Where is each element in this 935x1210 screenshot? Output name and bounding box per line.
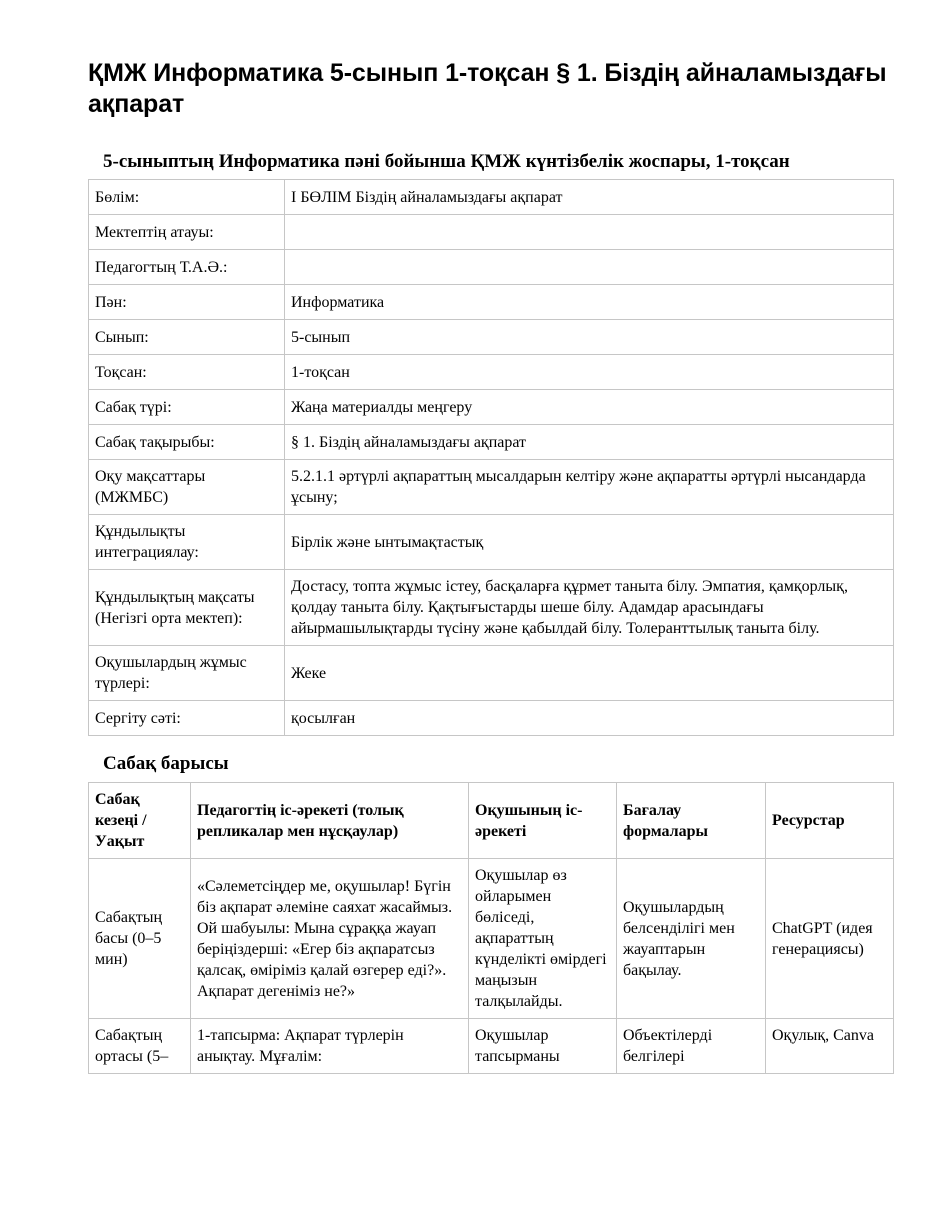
info-value: Бірлік және ынтымақтастық <box>285 515 894 570</box>
info-value: Достасу, топта жұмыс істеу, басқаларға құрмет таныта білу. Эмпатия, қамқорлық, қолдау таныта білу. Қақтығыстарды шеше білу. Адамдар арасындағы айырмашылықтарды түсіну және қабылдай білу. Толеранттылық таныта білу. <box>285 570 894 646</box>
document-title: ҚМЖ Информатика 5-сынып 1-тоқсан § 1. Біздің айналамыздағы ақпарат <box>88 59 887 118</box>
info-row-quarter <box>89 355 894 390</box>
info-row-lesson-type <box>89 390 894 425</box>
info-row-value-integration <box>89 515 894 570</box>
info-value: 5.2.1.1 әртүрлі ақпараттың мысалдарын келтіру және ақпаратты әртүрлі нысандарда ұсыну; <box>285 460 894 515</box>
info-row-lesson-topic <box>89 425 894 460</box>
info-row-grade <box>89 320 894 355</box>
info-row-section <box>89 180 894 215</box>
header-stage: Сабақ кезеңі / Уақыт <box>89 783 191 859</box>
assessment-form: Объектілерді белгілері <box>617 1019 766 1074</box>
info-label: Сабақ түрі: <box>89 390 285 425</box>
lesson-progress-table <box>88 782 894 1074</box>
document-page <box>88 58 893 1074</box>
lesson-info-table <box>88 179 894 736</box>
header-teacher-activity: Педагогтің іс-әрекеті (толық репликалар мен нұсқаулар) <box>191 783 469 859</box>
header-student-activity: Оқушының іс-әрекеті <box>469 783 617 859</box>
info-label: Оқу мақсаттары (МЖМБС) <box>89 460 285 515</box>
info-value <box>285 250 894 285</box>
info-label: Сынып: <box>89 320 285 355</box>
student-activity: Оқушылар өз ойларымен бөліседі, ақпараттың күнделікті өмірдегі маңызын талқылайды. <box>469 859 617 1019</box>
header-assessment: Бағалау формалары <box>617 783 766 859</box>
info-value: § 1. Біздің айналамыздағы ақпарат <box>285 425 894 460</box>
teacher-activity: 1-тапсырма: Ақпарат түрлерін анықтау. Мұғалім: <box>191 1019 469 1074</box>
resources: ChatGPT (идея генерациясы) <box>766 859 894 1019</box>
info-row-break <box>89 701 894 736</box>
info-value: Жеке <box>285 646 894 701</box>
info-value <box>285 215 894 250</box>
info-value: 5-сынып <box>285 320 894 355</box>
info-value: 1-тоқсан <box>285 355 894 390</box>
info-label: Құндылықты интеграциялау: <box>89 515 285 570</box>
info-label: Құндылықтың мақсаты (Негізгі орта мектеп): <box>89 570 285 646</box>
info-row-teacher <box>89 250 894 285</box>
lesson-row-start <box>89 859 894 1019</box>
resources: Оқулық, Canva <box>766 1019 894 1074</box>
info-label: Пән: <box>89 285 285 320</box>
student-activity: Оқушылар тапсырманы <box>469 1019 617 1074</box>
info-label: Сергіту сәті: <box>89 701 285 736</box>
lesson-header-row <box>89 783 894 859</box>
info-row-school <box>89 215 894 250</box>
info-label: Бөлім: <box>89 180 285 215</box>
info-label: Тоқсан: <box>89 355 285 390</box>
teacher-activity: «Сәлеметсіңдер ме, оқушылар! Бүгін біз ақпарат әлеміне саяхат жасаймыз. Ой шабуылы: Мына сұраққа жауап беріңіздерші: «Егер біз ақпаратсыз қалсақ, өміріміз қалай өзгерер еді?». Ақпарат дегеніміз не?» <box>191 859 469 1019</box>
info-label: Оқушылардың жұмыс түрлері: <box>89 646 285 701</box>
info-label: Педагогтың Т.А.Ә.: <box>89 250 285 285</box>
lesson-stage: Сабақтың ортасы (5– <box>89 1019 191 1074</box>
info-label: Мектептің атауы: <box>89 215 285 250</box>
lesson-row-middle <box>89 1019 894 1074</box>
lesson-progress-heading: Сабақ барысы <box>103 753 229 774</box>
info-row-learning-objectives <box>89 460 894 515</box>
assessment-form: Оқушылардың белсенділігі мен жауаптарын бақылау. <box>617 859 766 1019</box>
info-value: Жаңа материалды меңгеру <box>285 390 894 425</box>
info-value: Информатика <box>285 285 894 320</box>
plan-heading: 5-сыныптың Информатика пәні бойынша ҚМЖ күнтізбелік жоспары, 1-тоқсан <box>103 151 790 172</box>
info-row-subject <box>89 285 894 320</box>
info-label: Сабақ тақырыбы: <box>89 425 285 460</box>
info-value: І БӨЛІМ Біздің айналамыздағы ақпарат <box>285 180 894 215</box>
info-value: қосылған <box>285 701 894 736</box>
lesson-stage: Сабақтың басы (0–5 мин) <box>89 859 191 1019</box>
info-row-value-goal <box>89 570 894 646</box>
header-resources: Ресурстар <box>766 783 894 859</box>
info-row-work-types <box>89 646 894 701</box>
